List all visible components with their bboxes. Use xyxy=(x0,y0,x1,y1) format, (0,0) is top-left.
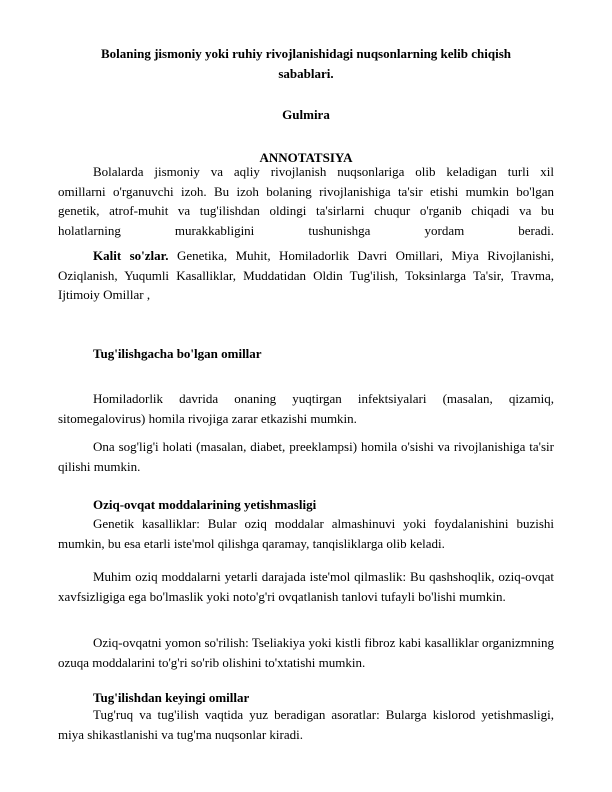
paragraph: Homiladorlik davrida onaning yuqtirgan infektsiyalari (masalan, qizamiq, sitomegalovirus) homila rivojiga zarar etkazishi mumkin. xyxy=(58,391,554,426)
paragraph: Tug'ruq va tug'ilish vaqtida yuz beradigan asoratlar: Bularga kislorod yetishmasligi, miya shikastlanishi va tug'ma nuqsonlar kiradi. xyxy=(58,707,554,742)
title-line-1: Bolaning jismoniy yoki ruhiy rivojlanishidagi nuqsonlarning kelib chiqish xyxy=(101,46,511,61)
section-heading-nutrition: Oziq-ovqat moddalarining yetishmasligi xyxy=(93,497,317,512)
annotation-heading: ANNOTATSIYA xyxy=(259,150,353,165)
keywords-text: Genetika, Muhit, Homiladorlik Davri Omillari, Miya Rivojlanishi, Oziqlanish, Yuqumli Kasalliklar, Muddatidan Oldin Tug'ilish, Toksinlarga Ta'sir, Travma, Ijtimoiy Omillar , xyxy=(58,248,555,302)
paragraph: Ona sog'lig'i holati (masalan, diabet, preeklampsi) homila o'sishi va rivojlanishiga ta'sir qilishi mumkin. xyxy=(58,439,554,474)
annotation-text xyxy=(58,162,554,240)
keywords-paragraph xyxy=(58,246,554,305)
paragraph: Oziq-ovqatni yomon so'rilish: Tseliakiya yoki kistli fibroz kabi kasalliklar organizmning ozuqa moddalarini to'g'ri so'rib olishini to'xtatishi mumkin. xyxy=(58,635,554,670)
annotation-line: genetik, atrof-muhit va tug'ilishdan oldingi ta'sirlarni chuqur o'rganib chiqadi va bu xyxy=(58,203,554,218)
title-line-2: sabablari. xyxy=(278,66,334,81)
annotation-line: holatlarning murakkabligini tushunishga yordam beradi. xyxy=(58,222,554,238)
annotation-line: omillarni o'rganuvchi izoh. Bu izoh bolaning rivojlanishiga ta'sir etishi mumkin bo'lgan xyxy=(58,183,554,199)
section-heading-prenatal: Tug'ilishgacha bo'lgan omillar xyxy=(93,346,262,361)
paragraph: Muhim oziq moddalarni yetarli darajada iste'mol qilmaslik: Bu qashshoqlik, oziq-ovqat xavfsizligiga ega bo'lmaslik yoki noto'g'ri ovqatlanish tanlovi tufayli bo'lishi mumkin. xyxy=(58,569,554,604)
paragraph: Genetik kasalliklar: Bular oziq moddalar almashinuvi yoki foydalanishini buzishi mumkin, bu esa etarli iste'mol qilishga qaramay, tanqisliklarga olib keladi. xyxy=(58,516,554,551)
annotation-line: Bolalarda jismoniy va aqliy rivojlanish nuqsonlariga olib keladigan turli xil xyxy=(93,164,554,179)
document-title xyxy=(70,44,542,84)
keywords-label: Kalit so'zlar. xyxy=(93,248,169,263)
section-heading-postnatal: Tug'ilishdan keyingi omillar xyxy=(93,690,250,705)
author-name: Gulmira xyxy=(282,107,330,122)
